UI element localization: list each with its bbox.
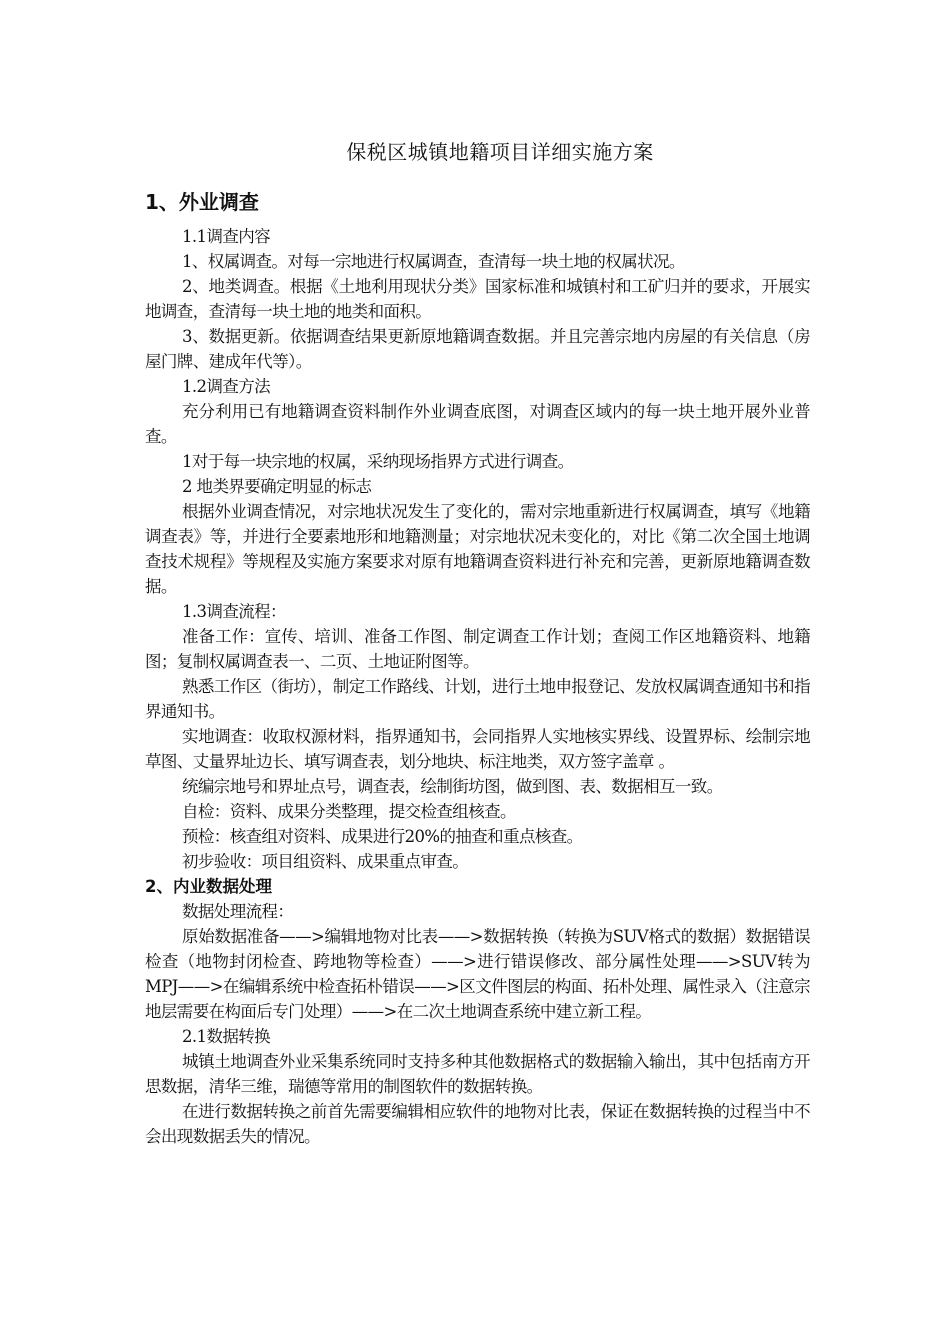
paragraph: 3、数据更新。依据调查结果更新原地籍调查数据。并且完善宗地内房屋的有关信息（房屋门牌、建成年代等）。	[145, 327, 810, 371]
paragraph: 1.1调查内容	[182, 227, 271, 246]
paragraph: 1、权属调查。对每一宗地进行权属调查，查清每一块土地的权属状况。	[182, 252, 685, 271]
paragraph: 城镇土地调查外业采集系统同时支持多种其他数据格式的数据输入输出，其中包括南方开思数据，清华三维，瑞德等常用的制图软件的数据转换。	[145, 1052, 810, 1096]
paragraph: 2、地类调查。根据《土地利用现状分类》国家标准和城镇村和工矿归并的要求，开展实地调查，查清每一块土地的地类和面积。	[145, 277, 810, 321]
paragraph: 数据处理流程：	[182, 902, 294, 921]
paragraph: 根据外业调查情况，对宗地状况发生了变化的，需对宗地重新进行权属调查，填写《地籍调查表》等，并进行全要素地形和地籍测量；对宗地状况未变化的，对比《第二次全国土地调查技术规程》等规程及实施方案要求对原有地籍调查资料进行补充和完善，更新原地籍调查数据。	[145, 502, 810, 596]
paragraph: 1.3调查流程：	[182, 602, 286, 621]
paragraph: 1.2调查方法	[182, 377, 271, 396]
paragraph: 初步验收：项目组资料、成果重点审查。	[182, 852, 469, 871]
paragraph: 实地调查：收取权源材料，指界通知书，会同指界人实地核实界线、设置界标、绘制宗地草图、丈量界址边长、填写调查表，划分地块、标注地类，双方签字盖章 。	[145, 727, 810, 771]
section-1-heading: 1、外业调查	[145, 190, 259, 214]
paragraph: 原始数据准备——>编辑地物对比表——>数据转换（转换为SUV格式的数据）数据错误检查（地物封闭检查、跨地物等检查）——>进行错误修改、部分属性处理——>SUV转为MPJ——>在编辑系统中检查拓朴错误——>区文件图层的构面、拓朴处理、属性录入（注意宗地层需要在构面后专门处理）——>在二次土地调查系统中建立新工程。	[145, 927, 810, 1021]
paragraph: 充分利用已有地籍调查资料制作外业调查底图，对调查区域内的每一块土地开展外业普查。	[145, 402, 810, 446]
paragraph: 2 地类界要确定明显的标志	[182, 477, 372, 496]
paragraph: 自检：资料、成果分类整理，提交检查组核查。	[182, 802, 516, 821]
section-2-heading: 2、内业数据处理	[145, 877, 272, 896]
paragraph: 2.1数据转换	[182, 1027, 271, 1046]
paragraph: 1对于每一块宗地的权属，采纳现场指界方式进行调查。	[182, 452, 574, 471]
paragraph: 预检：核查组对资料、成果进行20%的抽查和重点核查。	[182, 827, 583, 846]
paragraph: 在进行数据转换之前首先需要编辑相应软件的地物对比表，保证在数据转换的过程当中不会出现数据丢失的情况。	[145, 1102, 810, 1146]
document-body	[145, 188, 810, 1149]
paragraph: 准备工作：宣传、培训、准备工作图、制定调查工作计划；查阅工作区地籍资料、地籍图；复制权属调查表一、二页、土地证附图等。	[145, 627, 810, 671]
document-title: 保税区城镇地籍项目详细实施方案	[346, 140, 654, 164]
paragraph: 熟悉工作区（街坊），制定工作路线、计划，进行土地申报登记、发放权属调查通知书和指界通知书。	[145, 677, 810, 721]
paragraph: 统编宗地号和界址点号，调查表，绘制街坊图，做到图、表、数据相互一致。	[182, 777, 723, 796]
